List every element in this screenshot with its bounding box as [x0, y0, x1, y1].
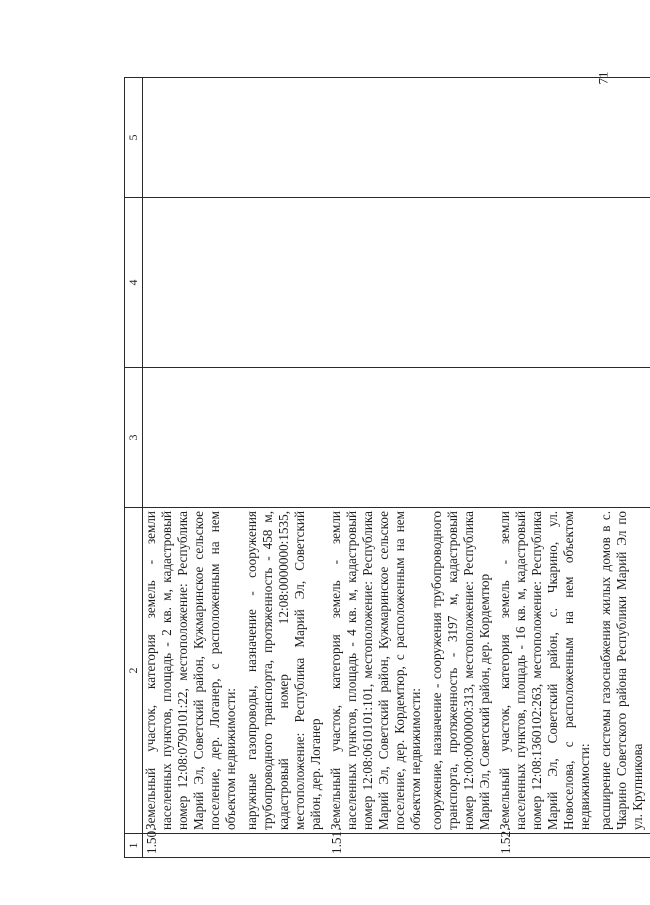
header-col-5: 5: [125, 78, 143, 198]
header-col-2: 2: [125, 508, 143, 834]
table-header-row: [125, 78, 143, 858]
row-col-4-cell: [328, 198, 497, 368]
land-plot-description: Земельный участок, категория земель - земли населенных пунктов, площадь - 4 кв. м, кадастровый номер 12:08:0610101:101, местоположение: Республика Марий Эл, Советский район, Кужмаринское сельское поселение, дер. Кордемтюр, с расположенным на нем объектом недвижимости:: [327, 511, 423, 830]
land-plot-description: Земельный участок, категория земель - земли населенных пунктов, площадь - 16 кв. м, кадастровый номер 12:08:1360102:263, местоположение: Республика Марий Эл, Советский район, с. Чкарино, ул. Новоселова, с расположенным на нем объектом недвижимости:: [497, 511, 592, 830]
row-col-3-cell: [497, 368, 650, 508]
header-col-1: 1: [125, 834, 143, 858]
row-number-cell: [328, 827, 497, 858]
row-col-3-cell: [143, 368, 328, 508]
table-row: [328, 78, 497, 858]
row-col-3-cell: [328, 368, 497, 508]
header-col-3: 3: [125, 368, 143, 508]
row-number: 1.51.: [328, 827, 344, 854]
row-number: 1.52.: [498, 827, 514, 854]
row-col-5-cell: [328, 78, 497, 198]
row-description-cell: [497, 508, 650, 834]
header-col-4: 4: [125, 198, 143, 368]
land-plot-description: Земельный участок, категория земель - земли населенных пунктов, площадь - 2 кв. м, кадастровый номер 12:08:0790101:22, местоположение: Республика Марий Эл, Советский район, Кужмаринское сельское поселение, дер. Логанер, с расположенным на нем объектом недвижимости:: [143, 511, 238, 830]
row-description-cell: [328, 508, 497, 834]
structure-description: наружные газопроводы, назначение - сооружения трубопроводного транспорта, протяженность - 458 м, кадастровый номер 12:08:0000000:1535, местоположение: Республика Марий Эл, Советский район, дер. Логанер: [244, 511, 324, 830]
property-table: [124, 77, 650, 858]
structure-description: сооружение, назначение - сооружения трубопроводного транспорта, протяженность - 3197 м, кадастровый номер 12:00:0000000:313, местоположение: Республика Марий Эл, Советский район, дер. Кордемтюр: [429, 511, 493, 830]
row-number-cell: [143, 827, 328, 858]
structure-description: расширение системы газоснабжения жилых домов в с. Чкарино Советского района Республики Марий Эл по ул. Крупникова: [598, 511, 646, 830]
row-col-5-cell: [497, 78, 650, 198]
table-row: [143, 78, 328, 858]
table-row: [497, 78, 650, 858]
row-col-4-cell: [497, 198, 650, 368]
row-number-cell: [497, 827, 650, 858]
page-number-text: 71: [595, 71, 611, 85]
row-col-5-cell: [143, 78, 328, 198]
row-col-4-cell: [143, 198, 328, 368]
row-number: 1.50.: [144, 827, 159, 854]
row-description-cell: [143, 508, 328, 834]
